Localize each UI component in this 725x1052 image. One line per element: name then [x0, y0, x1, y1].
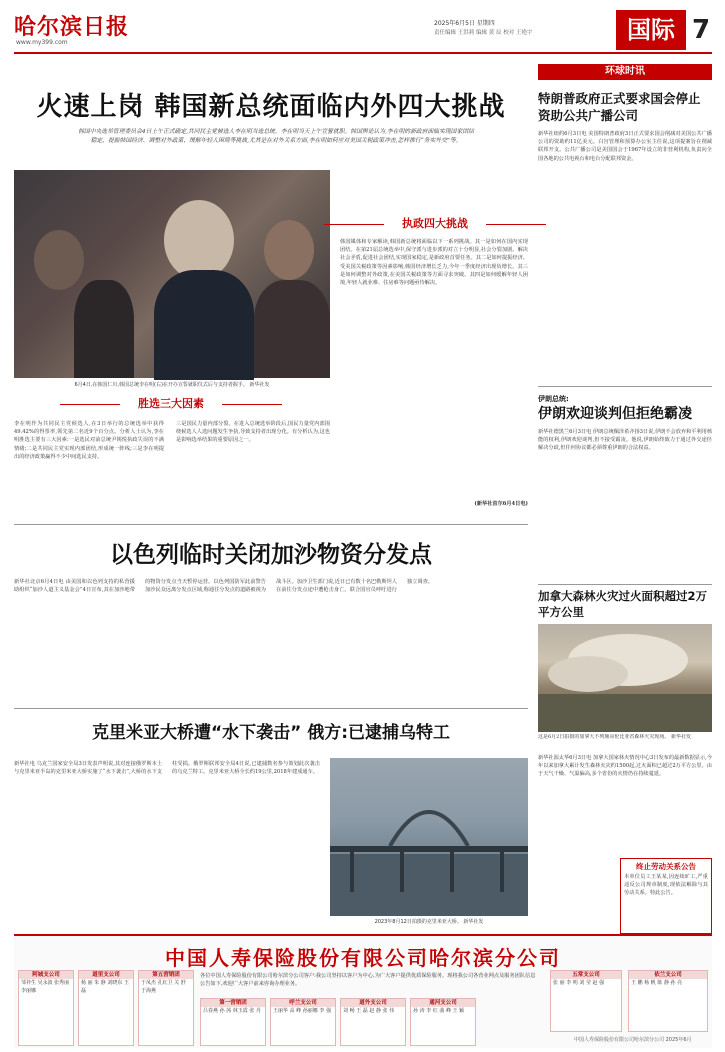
ad-team-name: 道外支公司: [341, 999, 405, 1007]
ad-team-name: 呼兰支公司: [271, 999, 335, 1007]
ad-team-members: 吕春燕 孙 茜 林玉霞 张 丹: [203, 1008, 261, 1014]
ad-team-name: 依兰支公司: [629, 971, 707, 979]
ad-team-members: 张 丽 李 明 刘 莹 赵 强: [553, 980, 605, 986]
right-column: [538, 64, 712, 934]
us-broadcast-body: 新华社纽约6月3日电 美国特朗普政府3日正式要求国会削减对美国公共广播公司的资助约11亿美元。白宫管理和预算办公室主任说,这项提案旨在削减联邦开支。公共广播公司是美国国会于1967年设立的非营利机构,负责向全国各地的公共电视台和电台分配联邦资金。: [538, 131, 712, 162]
ad-team-name: 通河支公司: [411, 999, 475, 1007]
section-divider: [538, 386, 712, 387]
us-broadcast-headline[interactable]: 特朗普政府正式要求国会停止资助公共广播公司: [538, 91, 701, 123]
crimea-body: 新华社电 乌克兰国家安全局3日发表声明说,其对连接俄罗斯本土与克里米亚半岛的克里米亚大桥实施了“水下袭击”,大桥的水下支柱受损。俄罗斯联邦安全局4日说,已逮捕数名参与策划此次袭击的乌克兰特工。克里米亚大桥全长约19公里,2018年建成通车。: [14, 761, 320, 776]
ad-team: [138, 970, 194, 1046]
wildfire-illustration: [538, 624, 712, 732]
section-label: 国际: [616, 10, 686, 50]
canada-fire-body-continued: [538, 858, 616, 934]
ad-team-name: 第一营销团: [201, 999, 265, 1007]
photo-figure: [164, 200, 234, 280]
ad-team: [410, 998, 476, 1046]
section-divider: [538, 584, 712, 585]
ad-team-members: 邹祥生 吴永波 张秀丽 李丽娜: [21, 980, 70, 994]
israel-headline[interactable]: 以色列临时关闭加沙物资分发点: [110, 542, 432, 568]
ad-team: [270, 998, 336, 1046]
ad-team-members: 刘 畅 王 磊 赵 静 张 伟: [343, 1008, 395, 1014]
ad-team: [18, 970, 74, 1046]
wildfire-caption: 这是6月2日拍摄的加拿大不列颠哥伦比亚省森林火灾现场。 新华社发: [538, 734, 691, 740]
lead-headline[interactable]: 火速上岗 韩国新总统面临内外四大挑战: [36, 92, 506, 122]
ad-team-members: 王丽华 高 峰 孙丽娜 李 强: [273, 1008, 331, 1014]
bridge-photo[interactable]: [330, 758, 528, 916]
ad-footer: 中国人寿保险股份有限公司哈尔滨分公司 2025年6月: [574, 1037, 692, 1043]
crimea-headline[interactable]: 克里米亚大桥遭“水下袭击” 俄方:已逮捕乌特工: [91, 723, 451, 743]
iran-body: 新华社德黑兰6月3日电 伊朗总统佩泽希齐扬3日说,伊朗不会放弃和平利用核能的权利,伊朗欢迎谈判,但不接受霸凌。他说,伊朗始终致力于通过外交途径解决分歧,但任何协议都必须尊重伊朗的合法权益。: [538, 429, 712, 452]
photo-figure: [264, 220, 314, 280]
lead-deck: 韩国中央选举管理委员会4日上午正式确定,共同民主党候选人李在明当选总统。李在明当天上午宣誓就职。韩国舆论认为,李在明的新政府面临实现国家团结稳定、提振韩国经济、调整对外政策、缓解年轻人困境等挑战,尤其是在对外关系方面,李在明如何应对美国关税政策冲击,怎样推行“务实外交”等。: [78, 129, 474, 144]
labor-notice-body: 本单位员工王某某,因连续旷工,严重违反公司规章制度,现依法解除与其劳动关系。特此公告。: [624, 874, 708, 897]
issue-date: 2025年6月5日 星期四: [434, 20, 495, 27]
insurance-advertisement[interactable]: [14, 934, 712, 1048]
editor-credits: 责任编辑 王洪莉 编辑 黄 辰 校对 王艳宇: [434, 30, 533, 36]
bridge-illustration: [330, 758, 528, 916]
lead-body-challenges: 韩国媒体和专家解读,韩国新总统将面临以下一系列挑战。其一是如何在国内实现团结。在第21届总统选举中,保守派与进步派的对立十分明显,社会分裂加剧。解决社会矛盾,促进社会团结,实现国家稳定,是新政府首要任务。其二是如何提振经济。受美国关税政策等因素影响,韩国经济增长乏力,今年一季度经济出现负增长。其三是如何调整对外政策,在美国关税政策等方面寻求突破。其四是如何缓解年轻人困境,年轻人就业难、住房难等问题亟待解决。: [340, 239, 528, 287]
photo-figure: [74, 280, 134, 378]
ad-team: [628, 970, 708, 1032]
page-number: 7: [691, 15, 711, 45]
ad-team-name: 五常支公司: [551, 971, 621, 979]
labor-notice[interactable]: [620, 858, 712, 934]
ad-intro: 各位中国人寿保险股份有限公司哈尔滨分公司客户:我公司坚持以客户为中心,为广大客户提供优质保险服务。现将我公司各营业网点及服务团队信息公告如下,欢迎广大客户前来咨询办理业务。: [200, 973, 536, 987]
ad-team-members: 孙 涛 李 红 曲 峰 王 颖: [413, 1008, 465, 1014]
lead-photo[interactable]: [14, 170, 330, 378]
ad-team-members: 于凤杰 孔红卫 关 舒 于海燕: [141, 980, 186, 994]
section-divider: [14, 524, 528, 525]
photo-figure: [254, 280, 330, 378]
section-divider: [14, 708, 528, 709]
wildfire-photo[interactable]: [538, 624, 712, 732]
lead-source: (新华社首尔6月4日电): [474, 501, 528, 507]
column-banner: 环球时讯: [538, 64, 712, 80]
bridge-photo-caption: 2023年8月12日拍摄的克里米亚大桥。 新华社发: [374, 919, 484, 925]
masthead: [14, 8, 712, 54]
ad-team: [78, 970, 134, 1046]
iran-kicker: 伊朗总统:: [538, 395, 569, 403]
lead-body-victory: 李在明作为共同民主党候选人,在3日举行的总统选举中获得49.42%的得票率,领先第二名近9个百分点。分析人士认为,李在明胜选主要有三大因素:一是选民对前总统尹锡悦执政失误的不满情绪;二是共同民主党实现内部团结,形成统一阵线;三是李在明提出的经济政策赢得不少中间选民支持。: [14, 421, 164, 460]
ad-team-members: 杨 丽 朱 静 刘晓东 王 磊: [81, 980, 129, 994]
ad-team: [550, 970, 622, 1032]
ad-team: [340, 998, 406, 1046]
photo-figure: [34, 230, 84, 290]
photo-figure: [154, 270, 254, 380]
ad-team-name: 第五营销团: [139, 971, 193, 979]
israel-body: 新华社北京6月4日电 由美国和以色列支持的私营援助组织“加沙人道主义基金会”4日宣布,其在加沙地带的物资分发点当天暂停运营。以色列国防军此前警告加沙民众远离分发点区域,称通往分发点的道路被视为战斗区。加沙卫生部门说,近日已有数十名巴勒斯坦人在前往分发点途中遭枪击身亡。联合国官员呼吁进行独立调查。: [14, 579, 433, 594]
ad-title: 中国人寿保险股份有限公司哈尔滨分公司: [165, 946, 561, 970]
canada-fire-headline[interactable]: 加拿大森林火灾过火面积超过2万平方公里: [538, 589, 707, 619]
canada-fire-body: 新华社渥太华6月3日电 加拿大国家林火情况中心3日发布的最新数据显示,今年以来加拿大累计发生森林火灾约1500起,过火面积已超过2万平方公里。由于天气干燥、气温偏高,多个省份的火情仍在持续蔓延。: [538, 755, 712, 778]
newspaper-logo[interactable]: 哈尔滨日报: [14, 14, 130, 40]
subhead-victory-factors: 胜选三大因素: [126, 396, 216, 412]
subhead-challenges: 执政四大挑战: [390, 216, 480, 232]
ad-team-name: 阿城支公司: [19, 971, 73, 979]
iran-headline[interactable]: 伊朗欢迎谈判但拒绝霸凌: [538, 406, 692, 422]
website-url[interactable]: www.my399.com: [16, 39, 68, 46]
ad-team-members: 王 鹏 杨 帆 陈 静 孙 亮: [631, 980, 683, 986]
lead-body-party-split: 三是国民力量内部分裂。在进入总统选举阶段后,国民力量党内部围绕候选人人选问题发生争执,导致支持者出现分化。有分析认为,这也是影响选举结果的重要原因之一。: [176, 421, 330, 444]
ad-team-name: 道里支公司: [79, 971, 133, 979]
labor-notice-title: 终止劳动关系公告: [636, 862, 696, 871]
lead-photo-caption: 6月4日,在韩国仁川,韩国总统李在明(右)在开办宣誓就职仪式后与支持者握手。 新华社发: [74, 382, 270, 388]
ad-team: [200, 998, 266, 1046]
